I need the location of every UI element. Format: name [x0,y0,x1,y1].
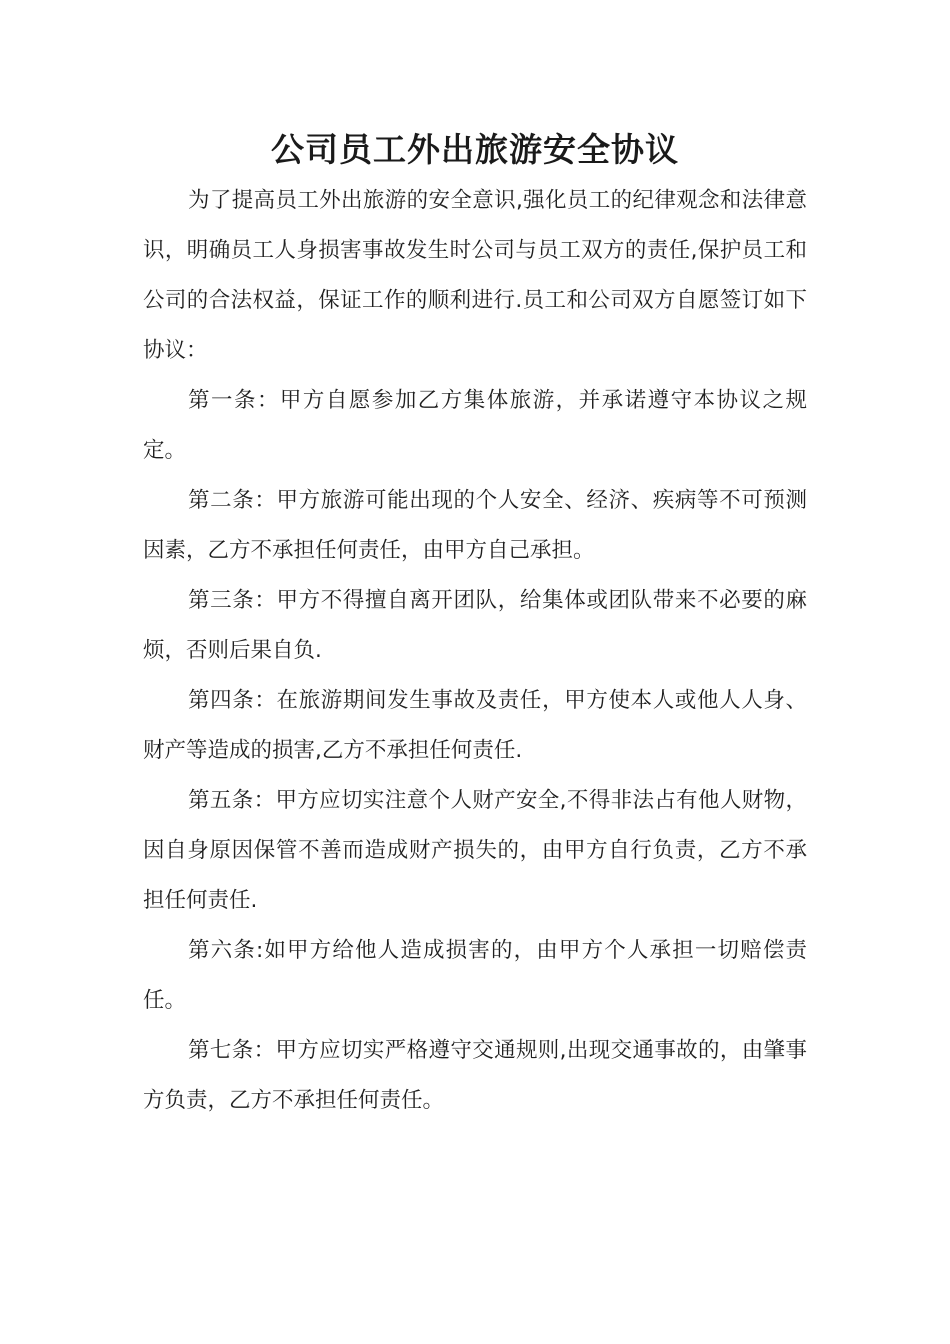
intro-paragraph: 为了提高员工外出旅游的安全意识,强化员工的纪律观念和法律意识，明确员工人身损害事故发生时公司与员工双方的责任,保护员工和公司的合法权益，保证工作的顺利进行.员工和公司双方自愿签订如下协议： [143,188,807,363]
document-title: 公司员工外出旅游安全协议 [271,130,679,169]
article-4: 第四条：在旅游期间发生事故及责任，甲方使本人或他人人身、财产等造成的损害,乙方不承担任何责任. [143,688,807,763]
document-body [143,124,807,1126]
article-2: 第二条：甲方旅游可能出现的个人安全、经济、疾病等不可预测因素，乙方不承担任何责任，由甲方自己承担。 [143,488,807,563]
article-1: 第一条：甲方自愿参加乙方集体旅游，并承诺遵守本协议之规定。 [143,388,807,463]
article-3: 第三条：甲方不得擅自离开团队，给集体或团队带来不必要的麻烦，否则后果自负. [143,588,807,663]
article-5: 第五条：甲方应切实注意个人财产安全,不得非法占有他人财物，因自身原因保管不善而造成财产损失的，由甲方自行负责，乙方不承担任何责任. [143,788,807,913]
article-7: 第七条：甲方应切实严格遵守交通规则,出现交通事故的，由肇事方负责，乙方不承担任何责任。 [143,1038,807,1113]
article-6: 第六条:如甲方给他人造成损害的，由甲方个人承担一切赔偿责任。 [143,938,807,1013]
